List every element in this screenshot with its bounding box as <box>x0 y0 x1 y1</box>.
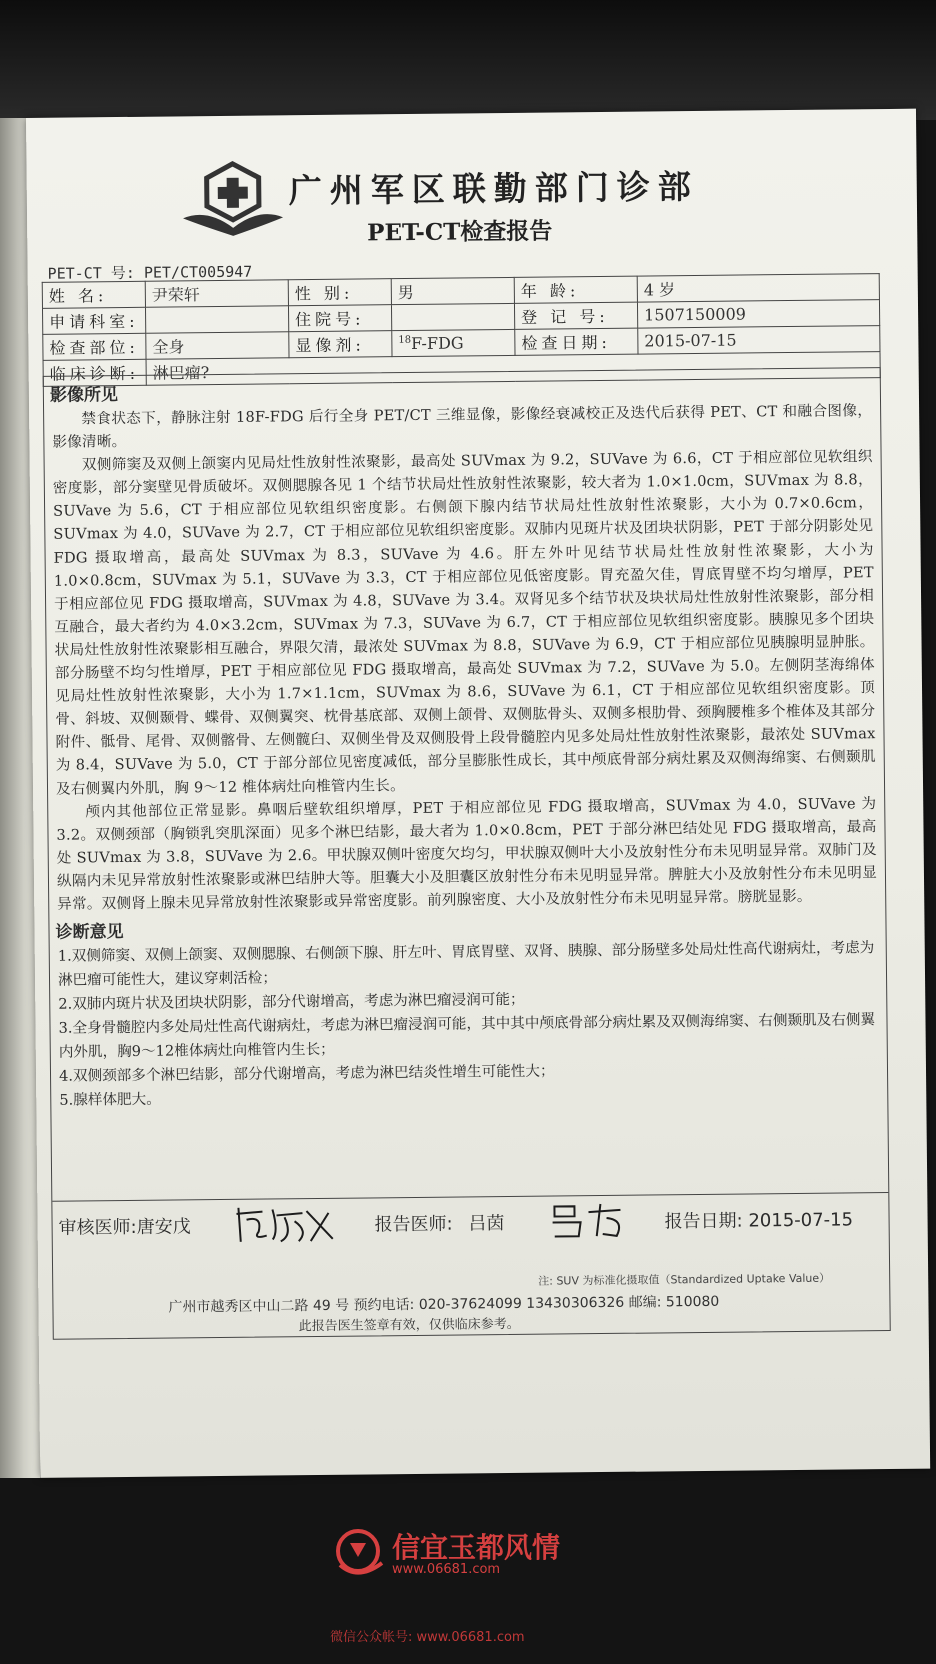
date-label: 检查日期: <box>515 328 638 355</box>
findings-paragraph: 双侧筛窦及双侧上颌窦内见局灶性放射性浓聚影，最高处 SUVmax 为 9.2，SUVave 为 6.6，CT 于相应部位见软组织密度影，部分窦壁见骨质破坏。双侧腮腺各见 1 个结节状局灶性放射性浓聚影，较大者为 1.0×1.0cm，SUVmax 为 8.8，SUVave 为 5.6，CT 于相应部位见软组织密度影。右侧颌下腺内结节状局灶性放射性浓聚影，大小为 0.7×0.6cm，SUVmax 为 4.0，SUVave 为 2.7，CT 于相应部位见软组织密度影。双肺内见斑片状及团块状阴影，PET 于部分阴影处见 FDG 摄取增高，最高处 SUVmax 为 8.3，SUVave 为 4.6。肝左外叶见结节状局灶性放射性浓聚影，大小为 1.0×0.8cm，SUVmax 为 5.1，SUVave 为 3.3，CT 于相应部位见低密度影。胃充盈欠佳，胃底胃壁不均匀增厚，PET 于相应部位见 FDG 摄取增高，SUVmax 为 4.8，SUVave 为 3.4。双肾见多个结节状及块状局灶性放射性浓聚影，部分相互融合，最大者约为 4.0×3.2cm，SUVmax 为 7.3，SUVave 为 6.7，CT 于相应部位见软组织密度影。胰腺见多个团块状局灶性放射性浓聚影相互融合，界限欠清，最浓处 SUVmax 为 8.8，SUVave 为 6.9，CT 于相应部位见胰腺明显肿胀。部分肠壁不均匀性增厚，PET 于相应部位见 FDG 摄取增高，最高处 SUVmax 为 7.2，SUVave 为 5.0。左侧阴茎海绵体见局灶性放射性浓聚影，大小为 1.7×1.1cm，SUVmax 为 8.6，SUVave 为 6.1，CT 于相应部位见软组织密度影。顶骨、斜坡、双侧颞骨、蝶骨、双侧翼突、枕骨基底部、双侧上颌骨、双侧肱骨头、双侧多根肋骨、颈胸腰椎多个椎体及其部分附件、骶骨、尾骨、双侧髂骨、左侧髋臼、双侧坐骨及双侧股骨上段骨髓腔内见多处局灶性放射性浓聚影，最浓处 SUVmax 为 8.4，SUVave 为 5.0，CT 于部分部位见密度减低，部分呈膨胀性成长，其中颅底骨部分病灶累及双侧海绵窦、右侧颞肌及右侧翼内外肌，胸 9～12 椎体病灶向椎管内生长。 <box>52 448 876 798</box>
validity-note: 此报告医生签章有效，仅供临床参考。 <box>298 1316 520 1335</box>
agent-value <box>392 329 515 356</box>
dept-label: 申请科室: <box>42 307 145 334</box>
findings-paragraph: 禁食状态下，静脉注射 18F-FDG 后行全身 PET/CT 三维显像，影像经衰减校正及迭代后获得 PET、CT 和融合图像，影像清晰。 <box>52 402 873 451</box>
agent-label: 显像剂: <box>289 331 392 358</box>
reporter-signature-icon <box>550 1200 640 1241</box>
findings-paragraph: 颅内其他部位正常显影。鼻咽后壁软组织增厚，PET 于相应部位见 FDG 摄取增高，SUVmax 为 4.0，SUVave 为 3.2。双侧颈部（胸锁乳突肌深面）见多个淋巴结影，最大者为 1.0×0.8cm，PET 于部分淋巴结处见 FDG 摄取增高，最高处 SUVmax 为 3.8，SUVave 为 2.6。甲状腺双侧叶密度欠均匀，甲状腺双侧叶大小及放射性分布未见明显异常。双肺门及纵隔内未见异常放射性浓聚影或淋巴结肿大等。胆囊大小及胆囊区放射性分布未见明显异常。脾脏大小及放射性分布未见明显异常。双侧肾上腺未见异常放射性浓聚影或异常密度影。前列腺密度、大小及放射性分布未见明显异常。膀胱显影。 <box>56 794 878 913</box>
age-label: 年 龄: <box>514 276 637 303</box>
site-value: 全身 <box>146 332 289 359</box>
name-label: 姓 名: <box>42 281 145 308</box>
report-page <box>26 109 930 1478</box>
report-number-value: PET/CT005947 <box>143 262 253 282</box>
watermark-url: www.06681.com <box>392 1562 501 1577</box>
reviewer-name: 唐安戊 <box>136 1216 191 1238</box>
report-date-value: 2015-07-15 <box>748 1209 854 1232</box>
site-label: 检查部位: <box>43 333 146 360</box>
diagnosis-item: 2.双肺内斑片状及团块状阴影，部分代谢增高，考虑为淋巴瘤浸润可能； <box>58 990 525 1013</box>
diagnosis-title: 诊断意见 <box>55 922 124 943</box>
watermark-brand: 信宜玉都风情 <box>392 1531 561 1564</box>
report-date-field <box>664 1205 853 1233</box>
diagnosis-item: 4.双侧颈部多个淋巴结影，部分代谢增高，考虑为淋巴结炎性增生可能性大； <box>58 1062 555 1085</box>
agent-isotope: 18 <box>398 334 412 346</box>
suv-note: 注: SUV 为标准化摄取值（Standardized Uptake Value） <box>538 1271 831 1288</box>
diagnosis-item: 1.双侧筛窦、双侧上颌窦、双侧腮腺、右侧颌下腺、肝左叶、胃底胃壁、双肾、胰腺、部分肠壁多处局灶性高代谢病灶，考虑为淋巴瘤可能性大，建议穿刺活检； <box>57 939 875 989</box>
age-value: 4 岁 <box>637 274 879 303</box>
reviewer-field <box>58 1212 190 1239</box>
watermark-wechat: 微信公众帐号: www.06681.com <box>330 1630 525 1645</box>
hospital-address: 广州市越秀区中山二路 49 号 预约电话: 020-37624099 13430306326 邮编: 510080 <box>168 1293 720 1316</box>
clinical-label: 临床诊断: <box>43 359 146 386</box>
reg-label: 登 记 号: <box>514 302 637 329</box>
inpatient-label: 住院号: <box>288 305 391 332</box>
date-value: 2015-07-15 <box>638 326 880 355</box>
dark-background <box>0 0 936 120</box>
reporter-label: 报告医师: <box>374 1213 453 1236</box>
signature-row <box>52 1192 888 1250</box>
report-body <box>43 367 891 1340</box>
inpatient-value <box>391 303 514 330</box>
reviewer-signature-icon <box>232 1201 342 1246</box>
reporter-name: 吕茵 <box>468 1213 505 1235</box>
hospital-logo-icon <box>176 157 289 238</box>
reviewer-label: 审核医师: <box>58 1216 137 1239</box>
findings-text <box>44 399 885 916</box>
findings-title: 影像所见 <box>49 385 119 406</box>
sex-value: 男 <box>391 277 514 304</box>
name-value: 尹荣轩 <box>145 280 288 307</box>
diagnosis-item: 5.腺样体肥大。 <box>59 1090 161 1109</box>
sex-label: 性 别: <box>288 279 391 306</box>
clinical-value: 淋巴瘤? <box>146 352 880 386</box>
reporter-field <box>374 1209 504 1236</box>
agent-name: F-FDG <box>411 333 464 353</box>
hospital-name: 广州军区联勤部门诊部 <box>288 166 699 211</box>
report-number-label: PET-CT 号: <box>47 263 135 283</box>
dept-value <box>145 306 288 333</box>
report-title: PET-CT检查报告 <box>367 217 553 247</box>
reg-value: 1507150009 <box>637 300 879 329</box>
diagnosis-item: 3.全身骨髓腔内多处局灶性高代谢病灶，考虑为淋巴瘤浸润可能，其中其中颅底骨部分病灶累及双侧海绵窦、右侧颞肌及右侧翼内外肌，胸9～12椎体病灶向椎管内生长； <box>58 1011 876 1061</box>
report-date-label: 报告日期: <box>664 1210 743 1233</box>
diagnosis-list <box>50 936 888 1113</box>
